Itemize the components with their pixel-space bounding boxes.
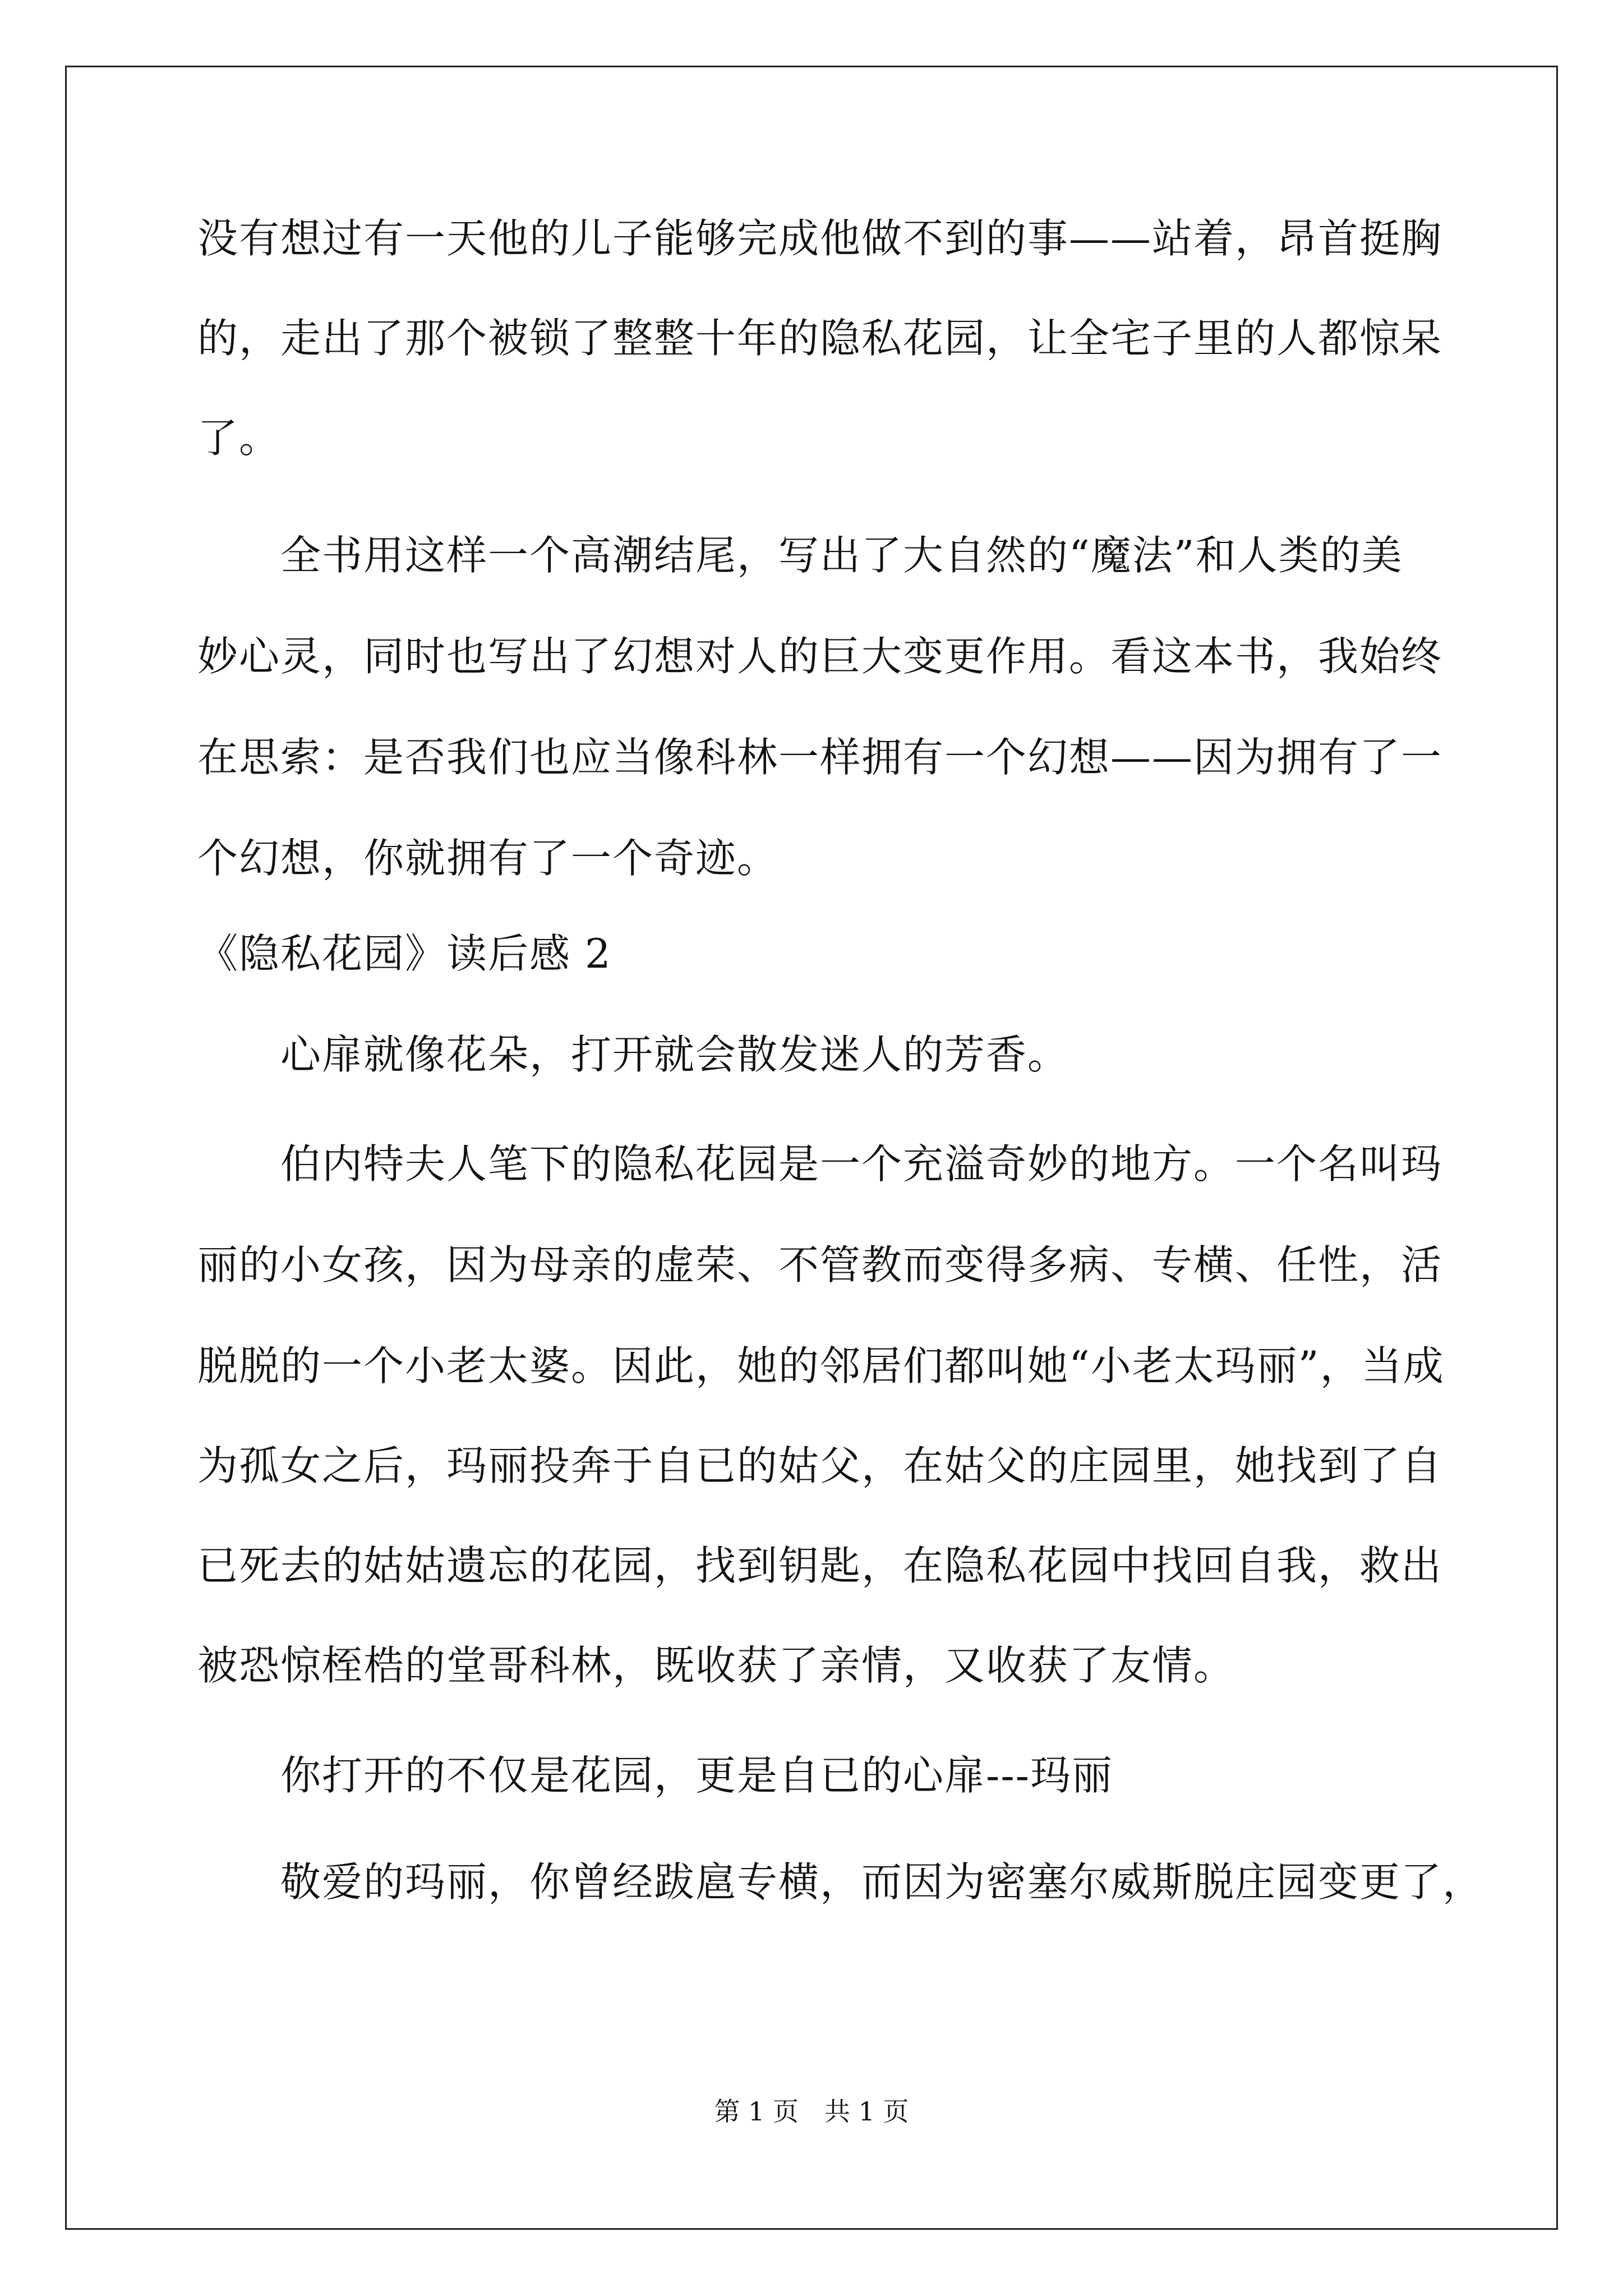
text-line: 丽的小女孩，因为母亲的虚荣、不管教而变得多病、专横、任性，活 [197, 1241, 1443, 1289]
text-line: 的，走出了那个被锁了整整十年的隐私花园，让全宅子里的人都惊呆 [197, 315, 1443, 362]
paragraph-start: 全书用这样一个高潮结尾，写出了大自然的“魔法”和人类的美 [280, 532, 1403, 579]
text-line: 在思索：是否我们也应当像科林一样拥有一个幻想——因为拥有了一 [197, 734, 1443, 781]
text-line: 妙心灵，同时也写出了幻想对人的巨大变更作用。看这本书，我始终 [197, 633, 1443, 680]
paragraph-start: 伯内特夫人笔下的隐私花园是一个充溢奇妙的地方。一个名叫玛 [280, 1140, 1443, 1188]
page-number-footer: 第 1 页 共 1 页 [714, 2096, 909, 2127]
text-line: 没有想过有一天他的儿子能够完成他做不到的事——站着，昂首挺胸 [197, 215, 1443, 262]
text-line: 已死去的姑姑遗忘的花园，找到钥匙，在隐私花园中找回自我，救出 [197, 1542, 1443, 1589]
text-line: 被恐惊桎梏的堂哥科林，既收获了亲情，又收获了友情。 [197, 1642, 1235, 1689]
paragraph-start: 你打开的不仅是花园，更是自已的心扉---玛丽 [280, 1752, 1113, 1799]
section-heading: 《隐私花园》读后感 2 [197, 930, 612, 977]
paragraph-start: 敬爱的玛丽，你曾经跋扈专横，而因为密塞尔威斯脱庄园变更了， [280, 1858, 1484, 1906]
text-line: 脱脱的一个小老太婆。因此，她的邻居们都叫她“小老太玛丽”，当成 [197, 1342, 1445, 1389]
text-line: 为孤女之后，玛丽投奔于自已的姑父，在姑父的庄园里，她找到了自 [197, 1442, 1443, 1489]
paragraph-start: 心扉就像花朵，打开就会散发迷人的芳香。 [280, 1031, 1069, 1078]
text-line: 个幻想，你就拥有了一个奇迹。 [197, 835, 779, 882]
text-line: 了。 [197, 415, 281, 462]
